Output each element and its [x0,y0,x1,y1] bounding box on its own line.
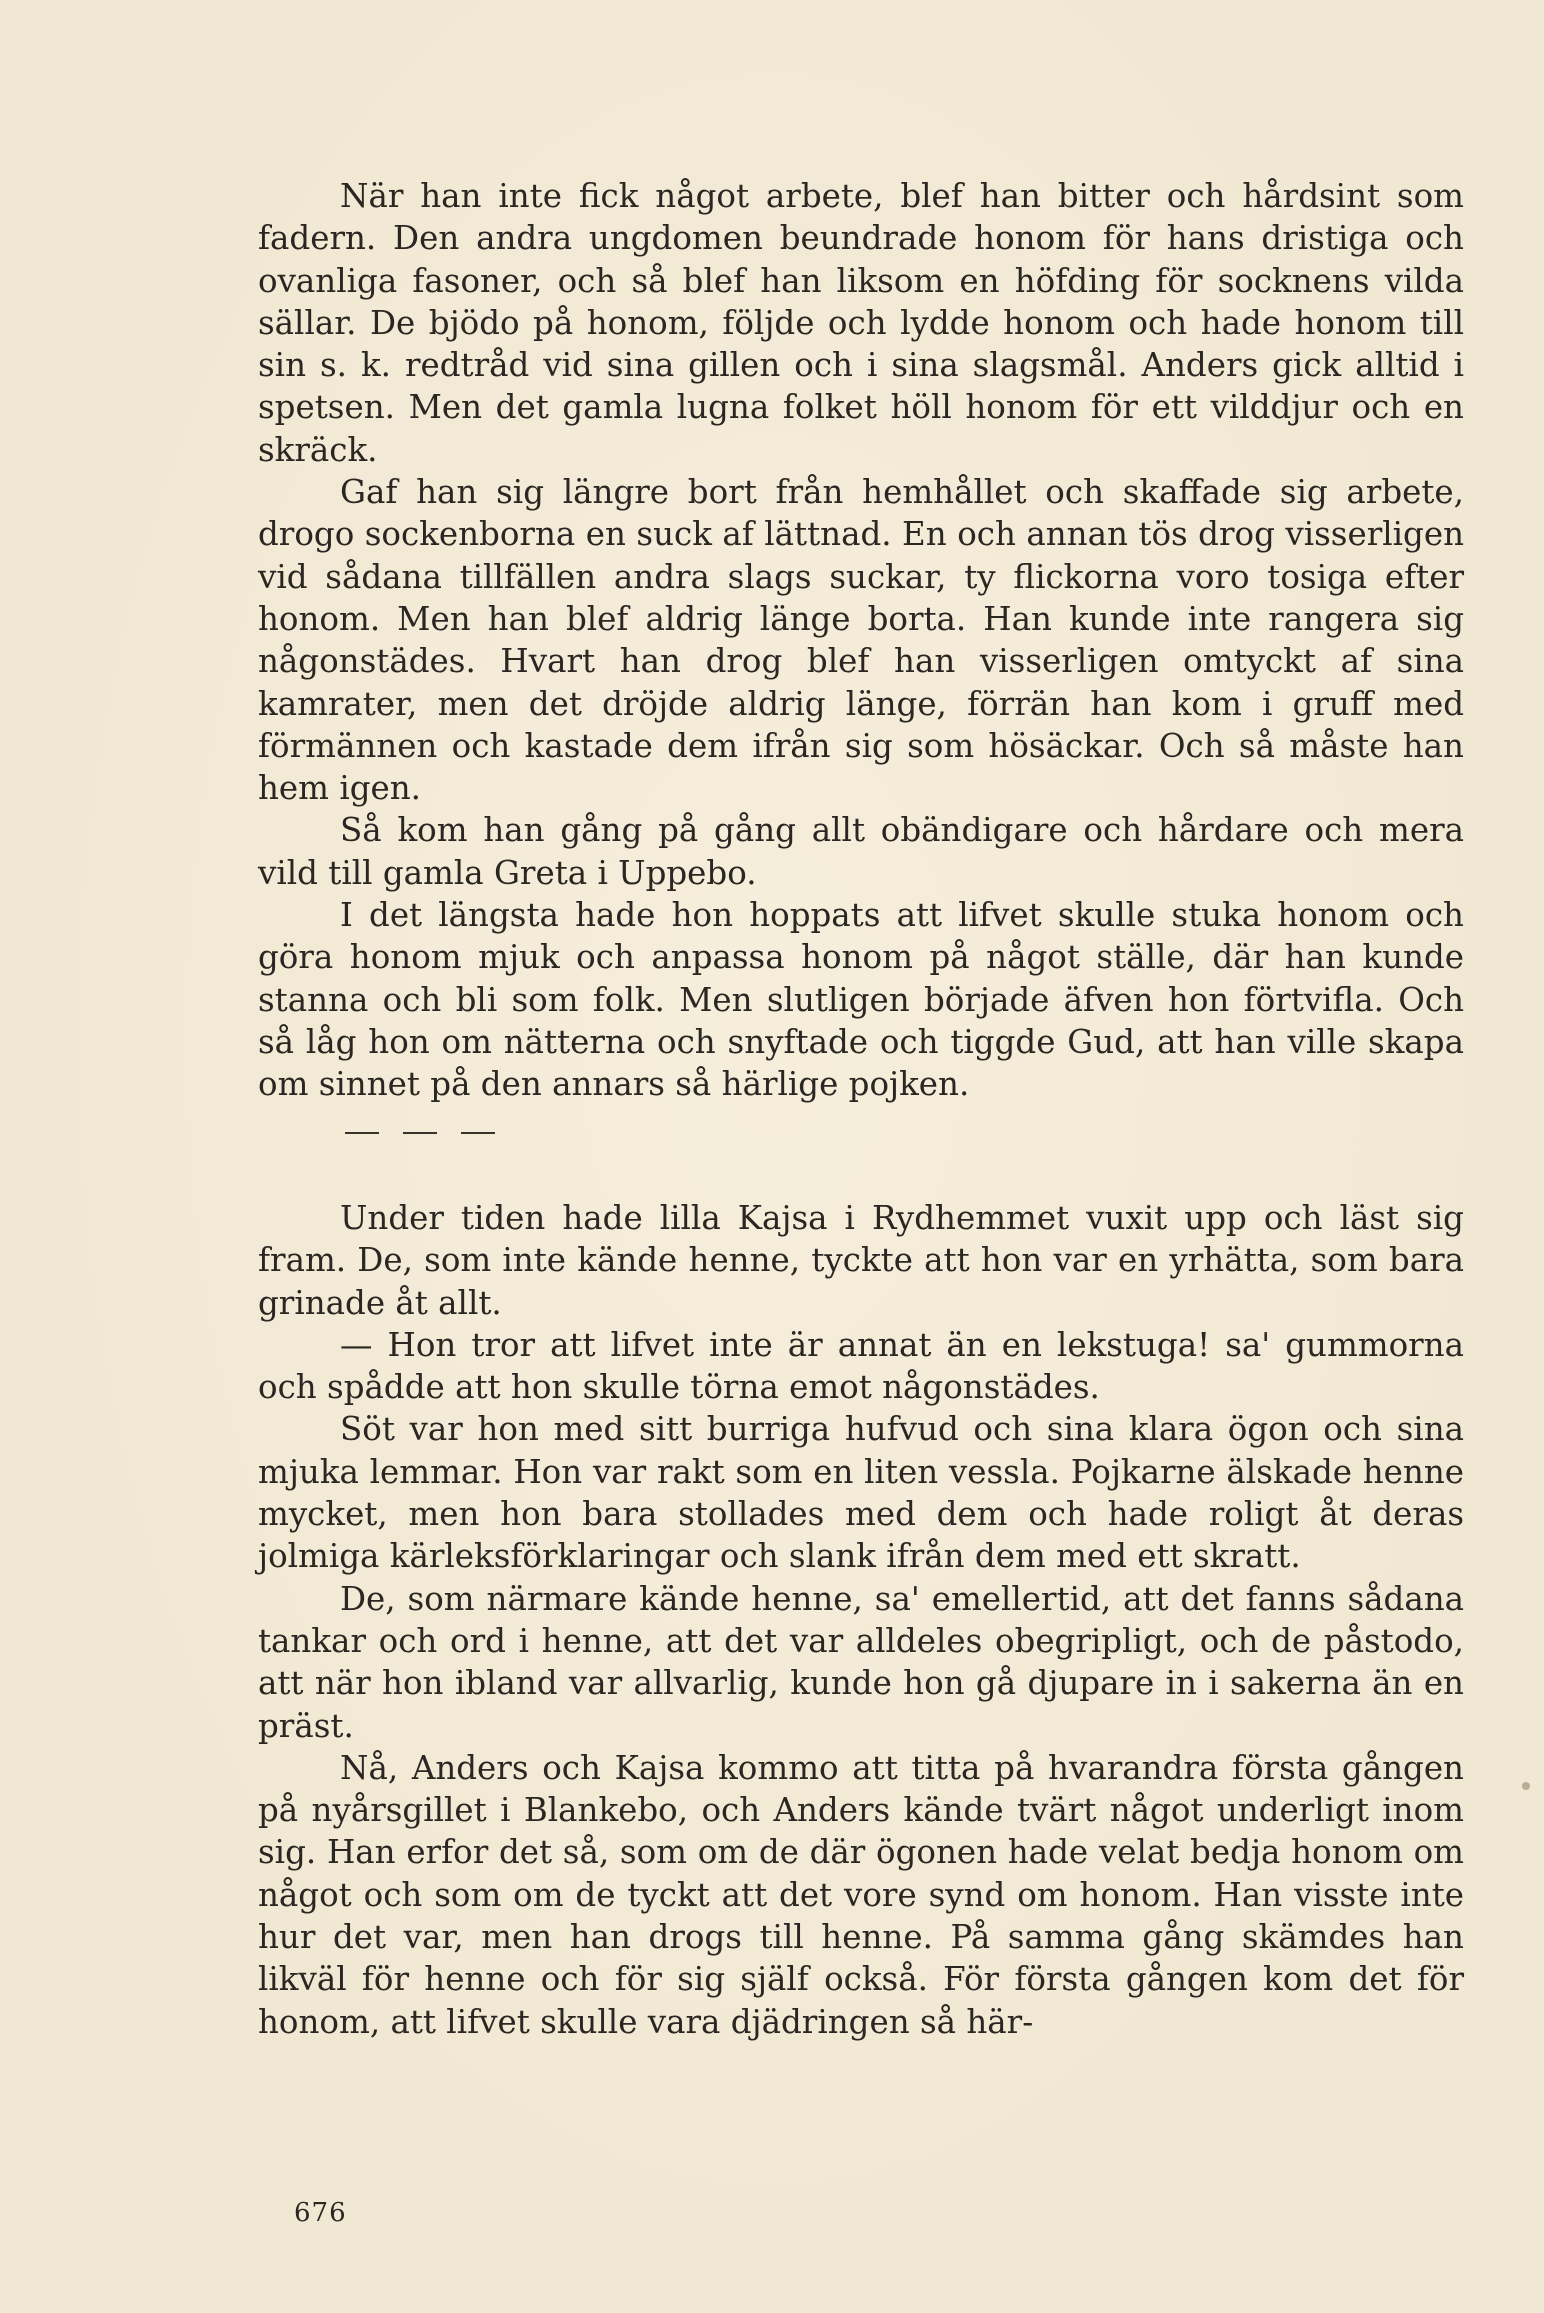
separator-dash [461,1132,495,1134]
paragraph: Nå, Anders och Kajsa kommo att titta på hvarandra första gången på nyårsgillet i Blankebo, och Anders kände tvärt något underligt inom sig. Han erfor det så, som om de där ögonen hade velat bedja honom om något och som om de tyckt att det vore synd om honom. Han visste inte hur det var, men han drogs till henne. På samma gång skämdes han likväl för henne och för sig själf också. För första gången kom det för honom, att lifvet skulle vara djädringen så här- [258,1748,1464,2041]
paragraph: Under tiden hade lilla Kajsa i Rydhemmet vuxit upp och läst sig fram. De, som inte kände henne, tyckte att hon var en yrhätta, som bara grinade åt allt. [258,1199,1464,1322]
paper-speck [1522,1782,1530,1790]
paragraph: Så kom han gång på gång allt obändigare och hårdare och mera vild till gamla Greta i Uppebo. [258,811,1464,892]
paragraph: Gaf han sig längre bort från hemhållet och skaffade sig arbete, drogo sockenborna en suck af lättnad. En och annan tös drog visserligen vid sådana tillfällen andra slags suckar, ty flickorna voro tosiga efter honom. Men han blef aldrig länge borta. Han kunde inte rangera sig någonstädes. Hvart han drog blef han visserligen omtyckt af sina kamrater, men det dröjde aldrig länge, förrän han kom i gruff med förmännen och kastade dem ifrån sig som hösäckar. Och så måste han hem igen. [258,473,1464,808]
paragraph: — Hon tror att lifvet inte är annat än en lekstuga! sa' gummorna och spådde att hon skulle törna emot någonstädes. [258,1325,1464,1407]
paragraph: De, som närmare kände henne, sa' emellertid, att det fanns sådana tankar och ord i henne, att det var alldeles obegripligt, och de påstodo, att när hon ibland var allvarlig, kunde hon gå djupare in i sakerna än en präst. [258,1579,1464,1745]
page-number: 676 [294,2198,347,2228]
section-separator [345,1131,495,1135]
separator-dash [403,1132,437,1134]
text-section-top [258,175,1464,1106]
separator-dash [345,1132,379,1134]
text-section-bottom [258,1197,1464,2043]
paragraph: Söt var hon med sitt burriga hufvud och sina klara ögon och sina mjuka lemmar. Hon var rakt som en liten vessla. Pojkarne älskade henne mycket, men hon bara stollades med dem och hade roligt åt deras jolmiga kärleksförklaringar och slank ifrån dem med ett skratt. [258,1410,1464,1576]
paragraph: När han inte fick något arbete, blef han bitter och hårdsint som fadern. Den andra ungdomen beundrade honom för hans dristiga och ovanliga fasoner, och så blef han liksom en höfding för socknens vilda sällar. De bjödo på honom, följde och lydde honom och hade honom till sin s. k. redtråd vid sina gillen och i sina slagsmål. Anders gick alltid i spetsen. Men det gamla lugna folket höll honom för ett vilddjur och en skräck. [258,177,1464,469]
paragraph: I det längsta hade hon hoppats att lifvet skulle stuka honom och göra honom mjuk och anpassa honom på något ställe, där han kunde stanna och bli som folk. Men slutligen började äfven hon förtvifla. Och så låg hon om nätterna och snyftade och tiggde Gud, att han ville skapa om sinnet på den annars så härlige pojken. [258,896,1464,1104]
